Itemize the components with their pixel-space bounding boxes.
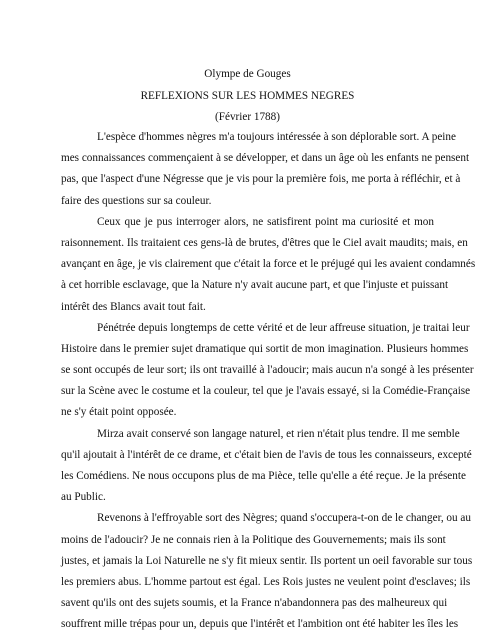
paragraph-line: ne s'y était point opposée. <box>61 406 177 419</box>
paragraph-line: Revenons à l'effroyable sort des Nègres; quand s'occupera-t-on de le changer, ou au <box>97 512 471 525</box>
paragraph-line: à cet horrible esclavage, que la Nature n'y avait aucune part, et que l'injuste et puissant <box>61 279 449 292</box>
paragraph-line: pas, que l'aspect d'une Négresse que je vis pour la première fois, me porta à réfléchir, et à <box>61 173 461 186</box>
paragraph-line: Histoire dans le premier sujet dramatique qui sortit de mon imagination. Plusieurs hommes <box>61 342 469 355</box>
paragraph-line: Ceux que je pus interroger alors, ne satisfirent point ma curiosité et mon <box>97 215 434 228</box>
paragraph-line: sur la Scène avec le costume et la couleur, tel que je l'avais essayé, si la Comédie-Française <box>61 385 471 398</box>
document-body <box>61 127 476 636</box>
paragraph <box>61 508 473 635</box>
paragraph-line: faire des questions sur sa couleur. <box>61 194 212 207</box>
paragraph-line: Pénétrée depuis longtemps de cette vérité et de leur affreuse situation, je traitai leur <box>97 321 470 334</box>
paragraph-line: les Comédiens. Ne nous occupons plus de ma Pièce, telle qu'elle a été reçue. Je la présente <box>61 470 466 482</box>
paragraph <box>61 127 470 212</box>
paragraph-line: au Public. <box>61 491 106 504</box>
paragraph-line: les premiers abus. L'homme partout est égal. Les Rois justes ne veulent point d'esclaves; ils <box>61 575 471 588</box>
document-date: (Février 1788) <box>215 111 280 123</box>
paragraph-line: intérêt des Blancs avait tout fait. <box>61 300 206 313</box>
paragraph <box>61 318 474 424</box>
paragraph-line: se sont occupés de leur sort; ils ont travaillé à l'adoucir; mais aucun n'a songé à les présenter <box>61 364 474 377</box>
paragraph-line: L'espèce d'hommes nègres m'a toujours intéressée à son déplorable sort. A peine <box>97 131 456 143</box>
paragraph-line: moins de l'adoucir? Je ne connais rien à la Politique des Gouvernements; mais ils sont <box>61 533 446 546</box>
paragraph <box>61 424 472 509</box>
paragraph-line: avançant en âge, je vis clairement que c'était la force et le préjugé qui les avaient condamnés <box>61 258 476 271</box>
paragraph-line: qu'il ajoutait à l'intérêt de ce drame, et c'était bien de l'avis de tous les connaisseurs, excepté <box>61 448 472 461</box>
paragraph-line: justes, et jamais la Loi Naturelle ne s'y fit mieux sentir. Ils portent un oeil favorable sur tous <box>61 554 473 567</box>
document-title: REFLEXIONS SUR LES HOMMES NEGRES <box>140 90 355 102</box>
paragraph-line: Mirza avait conservé son langage naturel, et rien n'était plus tendre. Il me semble <box>97 427 460 440</box>
author-line: Olympe de Gouges <box>204 68 291 80</box>
paragraph-line: mes connaissances commençaient à se développer, et dans un âge où les enfants ne pensent <box>61 152 470 165</box>
paragraph-line: souffrent mille trépas pour un, depuis que l'intérêt et l'ambition ont été habiter les îles les <box>61 618 459 631</box>
paragraph-line: raisonnement. Ils traitaient ces gens-là de brutes, d'êtres que le Ciel avait maudits; mais, en <box>61 236 468 249</box>
paragraph <box>61 212 476 318</box>
paragraph-line: savent qu'ils ont des sujets soumis, et la France n'abandonnera pas des malheureux qui <box>61 597 448 610</box>
